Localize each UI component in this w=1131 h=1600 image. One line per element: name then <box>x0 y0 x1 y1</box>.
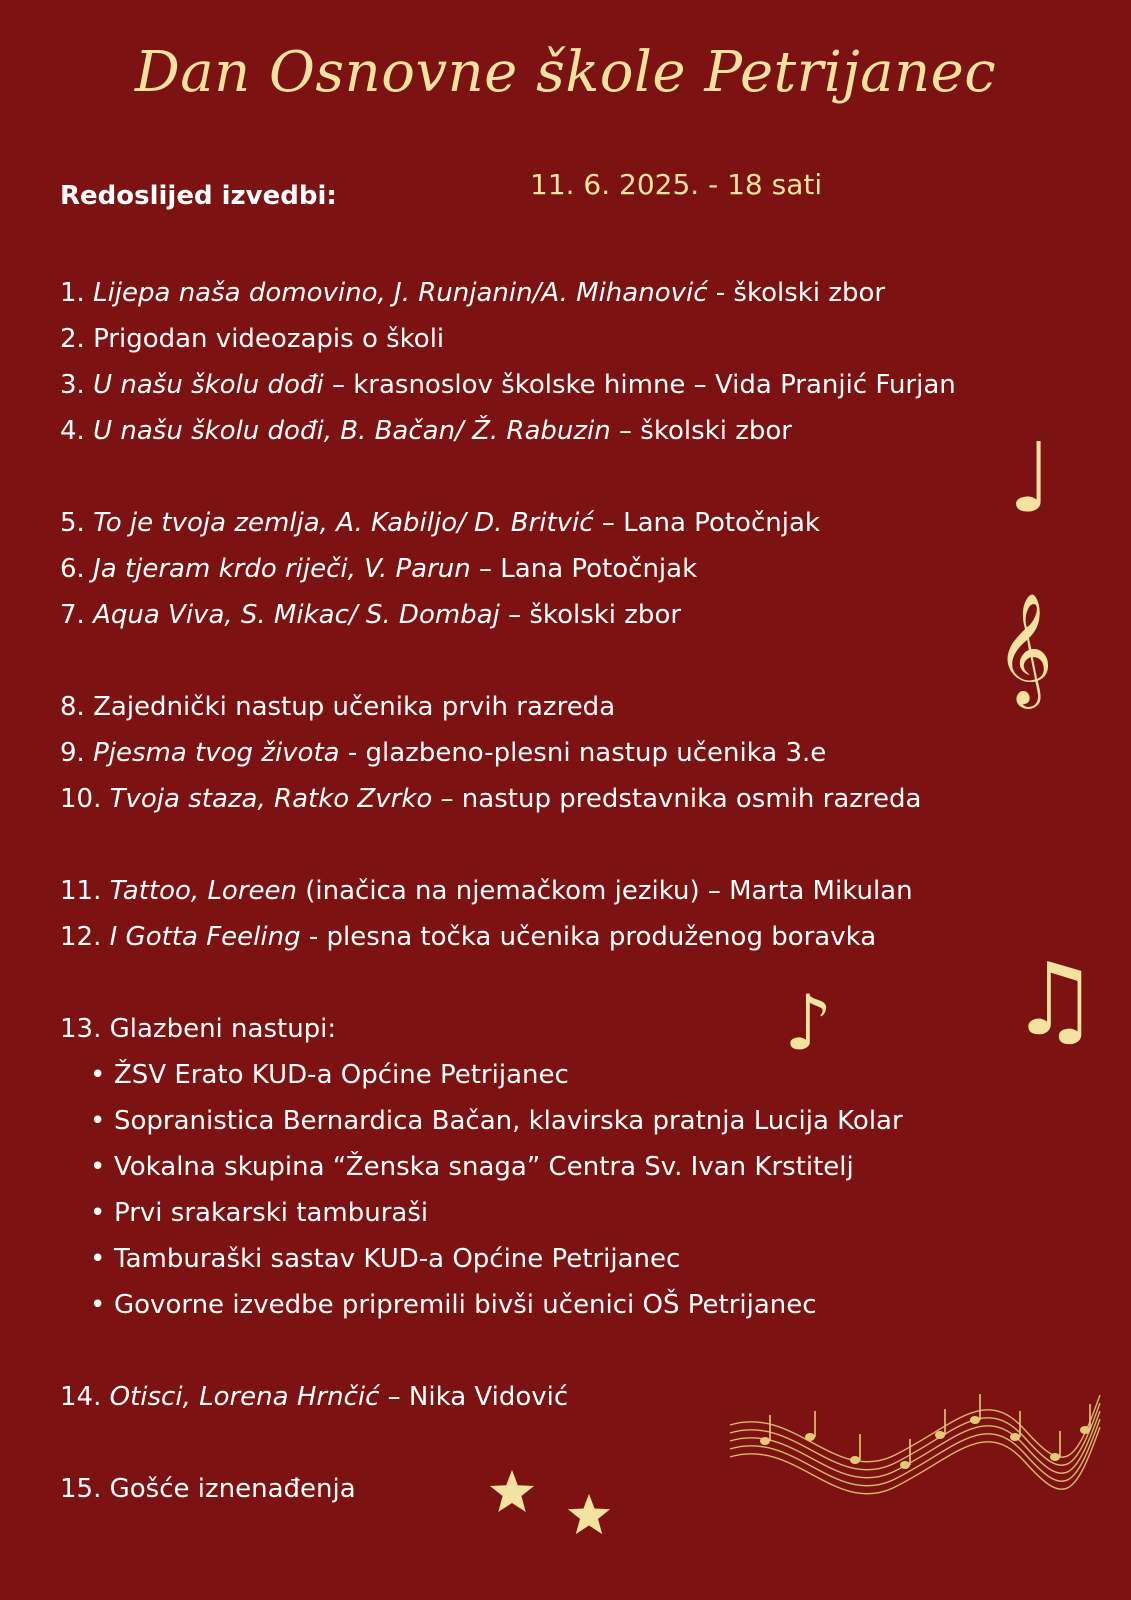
list-item: 3. U našu školu dođi – krasnoslov školske himne – Vida Pranjić Furjan <box>60 370 956 400</box>
sub-list-item: • Vokalna skupina “Ženska snaga” Centra Sv. Ivan Krstitelj <box>90 1152 854 1182</box>
list-item: 2. Prigodan videozapis o školi <box>60 324 445 354</box>
list-item: 14. Otisci, Lorena Hrnčić – Nika Vidović <box>60 1382 569 1412</box>
page-title: Dan Osnovne škole Petrijanec <box>134 40 997 105</box>
music-staff-icon <box>725 1375 1105 1495</box>
eighth-note-icon: ♪ <box>784 978 833 1067</box>
list-item: 8. Zajednički nastup učenika prvih razreda <box>60 692 616 722</box>
list-item: 13. Glazbeni nastupi: <box>60 1014 337 1044</box>
list-item: 6. Ja tjeram krdo riječi, V. Parun – Lana Potočnjak <box>60 554 698 584</box>
list-item: 10. Tvoja staza, Ratko Zvrko – nastup predstavnika osmih razreda <box>60 784 922 814</box>
list-item: 1. Lijepa naša domovino, J. Runjanin/A. Mihanović - školski zbor <box>60 278 886 308</box>
sub-list-item: • Prvi srakarski tamburaši <box>90 1198 429 1228</box>
sub-list-item: • Govorne izvedbe pripremili bivši učenici OŠ Petrijanec <box>90 1290 817 1320</box>
star-icon <box>566 1492 612 1538</box>
list-item: 15. Gošće iznenađenja <box>60 1474 356 1504</box>
list-item: 9. Pjesma tvog života - glazbeno-plesni nastup učenika 3.e <box>60 738 827 768</box>
program-list <box>60 270 1120 1512</box>
list-item: 4. U našu školu dođi, B. Bačan/ Ž. Rabuzin – školski zbor <box>60 416 792 446</box>
sub-list-item: • Sopranistica Bernardica Bačan, klavirska pratnja Lucija Kolar <box>90 1106 903 1136</box>
event-date: 11. 6. 2025. - 18 sati <box>530 168 823 201</box>
list-item: 11. Tattoo, Loreen (inačica na njemačkom jeziku) – Marta Mikulan <box>60 876 913 906</box>
star-icon <box>488 1468 536 1516</box>
list-item: 5. To je tvoja zemlja, A. Kabiljo/ D. Britvić – Lana Potočnjak <box>60 508 820 538</box>
list-item: 12. I Gotta Feeling - plesna točka učenika produženog boravka <box>60 922 877 952</box>
sub-list-item: • Tamburaški sastav KUD-a Općine Petrijanec <box>90 1244 681 1274</box>
program-heading: Redoslijed izvedbi: <box>60 181 337 211</box>
treble-clef-icon: 𝄞 <box>996 592 1053 704</box>
quarter-note-icon: ♩ <box>1008 422 1054 534</box>
list-item: 7. Aqua Viva, S. Mikac/ S. Dombaj – školski zbor <box>60 600 682 630</box>
sub-list-item: • ŽSV Erato KUD-a Općine Petrijanec <box>90 1060 569 1090</box>
beamed-notes-icon: ♫ <box>1010 941 1100 1058</box>
